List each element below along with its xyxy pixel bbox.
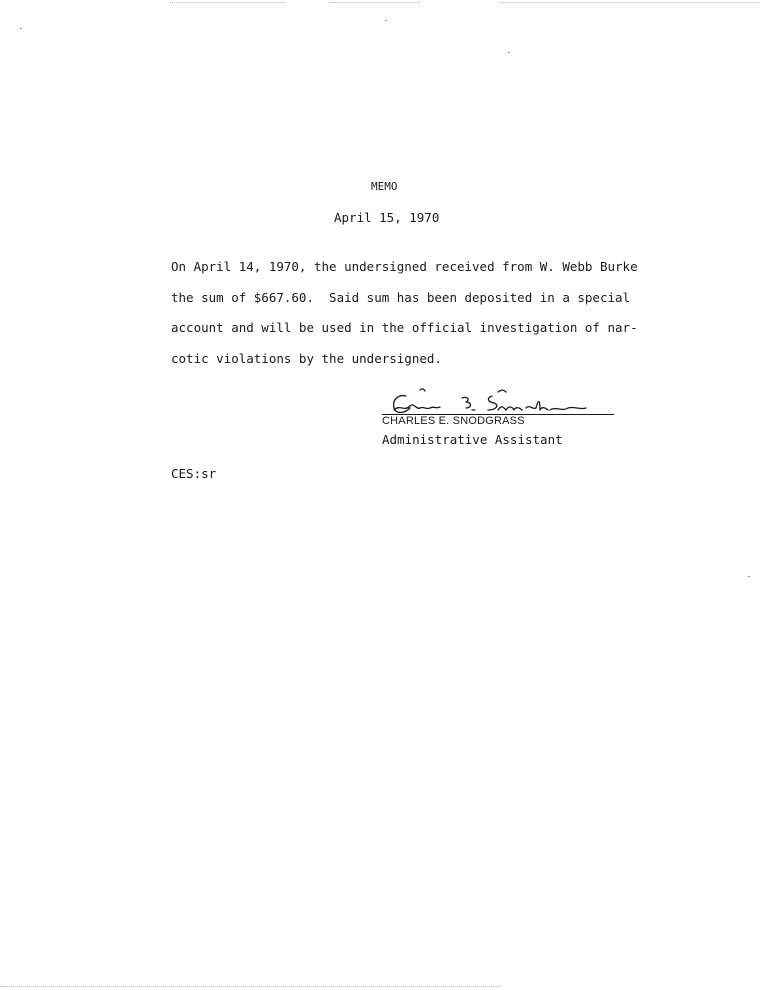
scan-speck bbox=[508, 52, 510, 53]
reference-initials: CES:sr bbox=[171, 466, 217, 481]
memo-date: April 15, 1970 bbox=[334, 210, 440, 225]
body-line: On April 14, 1970, the undersigned received from W. Webb Burke bbox=[171, 259, 638, 274]
memo-title: MEMO bbox=[371, 180, 398, 193]
body-line: cotic violations by the undersigned. bbox=[171, 350, 442, 366]
scan-artifact-top-right bbox=[500, 2, 760, 4]
scan-speck bbox=[20, 28, 22, 29]
memo-body bbox=[171, 252, 651, 374]
scan-artifact-top-left bbox=[170, 2, 285, 4]
scan-speck bbox=[748, 576, 750, 577]
signer-title: Administrative Assistant bbox=[382, 432, 563, 447]
scan-artifact-bottom bbox=[0, 986, 500, 988]
signer-name: CHARLES E. SNODGRASS bbox=[382, 415, 525, 427]
body-line: the sum of $667.60. Said sum has been deposited in a special bbox=[171, 289, 631, 305]
scan-artifact-top-center bbox=[330, 2, 420, 4]
body-line: account and will be used in the official investigation of nar- bbox=[171, 320, 638, 335]
scan-speck bbox=[385, 20, 387, 21]
